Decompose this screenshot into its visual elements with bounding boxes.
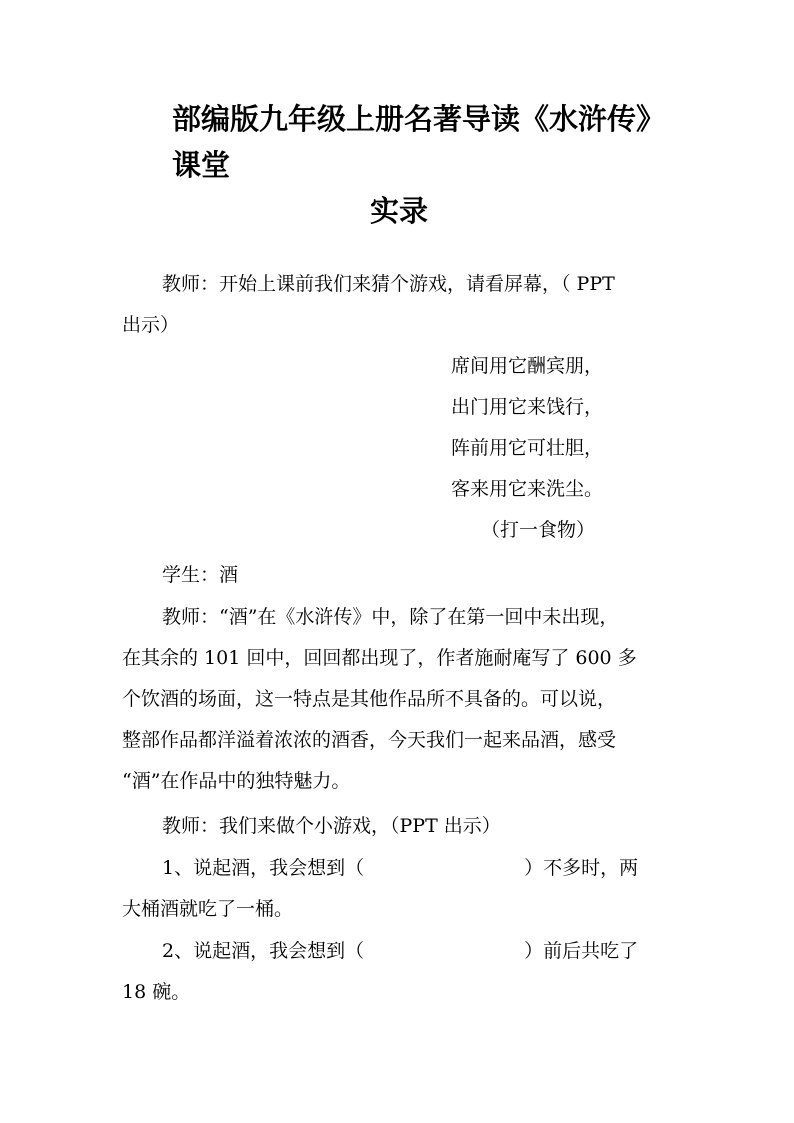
question-prompt: 1、说起酒，我会想到（ [162, 857, 365, 879]
paragraph-line: 整部作品都洋溢着浓浓的酒香，今天我们一起来品酒，感受 [122, 729, 617, 751]
question-1 [122, 848, 682, 930]
poem-line: 席间用它酬宾朋， [451, 355, 604, 377]
paragraph-line: 出示） [122, 314, 180, 336]
poem-line: 客来用它来洗尘。 [451, 478, 604, 500]
question-tail: ）前后共吃了 [524, 940, 639, 962]
paragraph-line: 教师：我们来做个小游戏，（PPT 出示） [162, 815, 501, 837]
riddle-hint: （打一食物） [481, 519, 596, 541]
paragraph-student-answer [122, 555, 682, 596]
poem-line: 阵前用它可壮胆， [451, 437, 604, 459]
paragraph-line: 教师：“酒”在《水浒传》中，除了在第一回中未出现， [162, 606, 619, 628]
question-line: 大桶酒就吃了一桶。 [122, 898, 294, 920]
title-line-2: 实录 [370, 194, 429, 228]
riddle-poem [451, 346, 603, 551]
question-tail: ）不多时，两 [524, 857, 639, 879]
question-line: 18 碗。 [122, 981, 191, 1003]
paragraph-intro [122, 264, 682, 346]
question-line [122, 931, 682, 972]
paragraph-line: “酒”在作品中的独特魅力。 [122, 770, 351, 792]
paragraph-line: 个饮酒的场面，这一特点是其他作品所不具备的。可以说， [122, 688, 617, 710]
title-line-1: 部编版九年级上册名著导读《水浒传》课堂 [172, 102, 666, 182]
paragraph-game [122, 806, 682, 847]
paragraph-wine-intro [122, 597, 682, 802]
question-line [122, 848, 682, 889]
paragraph-line: 教师：开始上课前我们来猜个游戏，请看屏幕，（ PPT [162, 273, 615, 295]
paragraph-line: 学生：酒 [162, 564, 239, 586]
question-2 [122, 931, 682, 1013]
poem-line: 出门用它来饯行， [451, 396, 604, 418]
paragraph-line: 在其余的 101 回中，回回都出现了，作者施耐庵写了 600 多 [122, 647, 637, 669]
document-title [172, 96, 692, 234]
question-prompt: 2、说起酒，我会想到（ [162, 940, 365, 962]
